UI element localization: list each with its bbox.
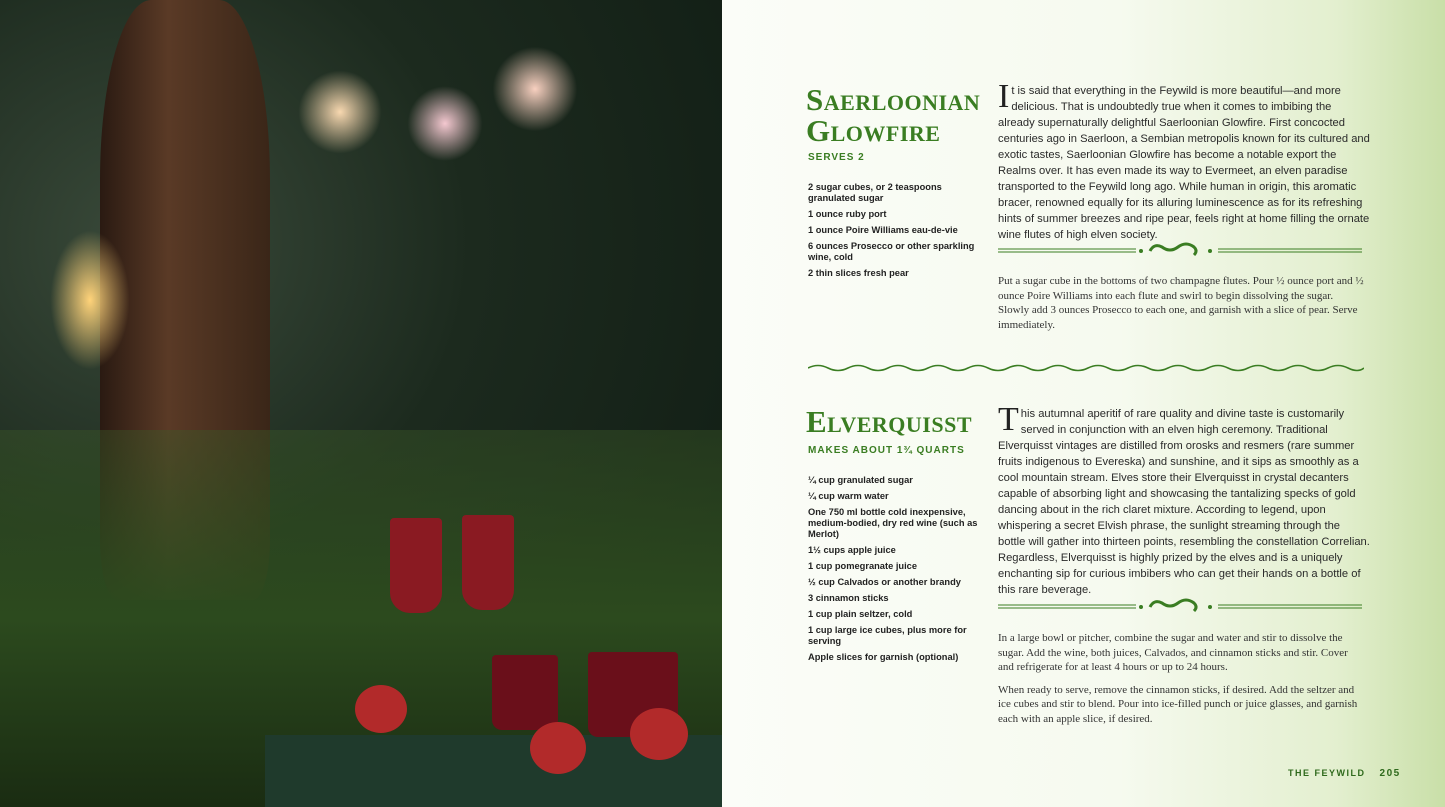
- section-name: THE FEYWILD: [1288, 768, 1366, 778]
- apple: [530, 722, 586, 774]
- ornament-divider: [998, 242, 1362, 260]
- recipe-intro: [998, 78, 1370, 243]
- photo-fairy-garden-cocktails: [0, 0, 722, 807]
- ingredient-list: [808, 182, 978, 284]
- ingredient: One 750 ml bottle cold inexpensive, medium-bodied, dry red wine (such as Merlot): [808, 507, 978, 539]
- ingredient: 1½ cups apple juice: [808, 545, 896, 555]
- ingredient: ¼ cup warm water: [808, 491, 889, 501]
- wave-divider: [808, 362, 1364, 374]
- title-line: Glowfire: [806, 113, 941, 148]
- ingredient: 1 ounce ruby port: [808, 209, 887, 219]
- recipe-yield: SERVES 2: [808, 152, 865, 163]
- recipe-yield: MAKES ABOUT 1¾ QUARTS: [808, 445, 965, 456]
- intro-text: his autumnal aperitif of rare quality and divine taste is customarily served in conjunction with an elven high ceremony. Traditional Elverquisst vintages are distilled from orosks and resmers (rare summer fruits indigenous to Evereska) and sunshine, and it sips as smoothly as a cool mountain stream. Elves store their Elverquisst in crystal decanters capable of absorbing light and showcasing the tantalizing specks of gold dancing about in the rich claret mixture. According to legend, upon whispering a secret Elvish phrase, the sunlight streaming through the bottle will gather into thirteen points, resembling the constellation Correlian. Regardless, Elverquisst is highly prized by the elves and is a uniquely enchanting sip for curious imbibers who can get their hands on a bottle of this rare beverage.: [998, 408, 1370, 596]
- recipe-title: Elverquisst: [806, 404, 972, 439]
- method-step: In a large bowl or pitcher, combine the sugar and water and stir to dissolve the sugar. Add the wine, both juices, Calvados, and cinnamon sticks and stir. Cover and refrigerate for at least 4 hours or up to 24 hours.: [998, 632, 1348, 673]
- recipe-method: [998, 274, 1366, 332]
- page-footer: [1288, 768, 1401, 779]
- ingredient: 1 cup pomegranate juice: [808, 561, 918, 571]
- ingredient: 3 cinnamon sticks: [808, 593, 889, 603]
- punch-glass: [492, 655, 558, 730]
- wine-glass: [462, 515, 514, 610]
- method-step: When ready to serve, remove the cinnamon sticks, if desired. Add the seltzer and ice cubes and stir to blend. Pour into ice-filled punch or juice glasses, and garnish each with an apple slice, if desired.: [998, 683, 1358, 725]
- wine-glass: [390, 518, 442, 613]
- light-glow: [50, 230, 130, 370]
- ingredient: 1 cup plain seltzer, cold: [808, 609, 913, 619]
- ingredient: ¼ cup granulated sugar: [808, 475, 913, 485]
- ingredient: 6 ounces Prosecco or other sparkling wine, cold: [808, 241, 975, 262]
- ingredient: 1 ounce Poire Williams eau-de-vie: [808, 225, 958, 235]
- ingredient: 1 cup large ice cubes, plus more for serving: [808, 625, 967, 646]
- intro-text: t is said that everything in the Feywild is more beautiful—and more delicious. That is undoubtedly true when it comes to imbibing the already supernaturally delightful Saerloonian Glowfire. First concocted centuries ago in Saerloon, a Sembian metropolis known for its cultured and exotic tastes, Saerloonian Glowfire has become a notable export the Realms over. It has even made its way to Evermeet, an elven paradise transported to the Feywild long ago. While human in origin, this aromatic bracer, renowned equally for its alluring luminescence as for its refreshing hints of summer breezes and ripe pear, feels right at home filling the ornate wine flutes of high elven society.: [998, 85, 1370, 241]
- apple: [355, 685, 407, 733]
- ingredient: 2 thin slices fresh pear: [808, 268, 909, 278]
- ingredient: Apple slices for garnish (optional): [808, 652, 959, 662]
- recipe-page: [722, 0, 1445, 807]
- title-line: Saerloonian: [806, 82, 981, 117]
- drop-cap: I: [998, 78, 1010, 115]
- ornament-divider: [998, 598, 1362, 616]
- ingredient: ½ cup Calvados or another brandy: [808, 577, 961, 587]
- drop-cap: T: [998, 401, 1019, 438]
- apple: [630, 708, 688, 760]
- ingredient: 2 sugar cubes, or 2 teaspoons granulated sugar: [808, 182, 942, 203]
- method-step: Put a sugar cube in the bottoms of two champagne flutes. Pour ½ ounce port and ½ ounce Poire Williams into each flute and swirl to begin dissolving the sugar. Slowly add 3 ounces Prosecco to each one, and garnish with a slice of pear. Serve immediately.: [998, 275, 1364, 331]
- wisteria-lights: [280, 20, 580, 250]
- recipe-intro: [998, 401, 1370, 598]
- ingredient-list: [808, 475, 978, 668]
- recipe-title: [806, 84, 980, 146]
- page-number: 205: [1379, 768, 1401, 779]
- recipe-method: [998, 631, 1366, 726]
